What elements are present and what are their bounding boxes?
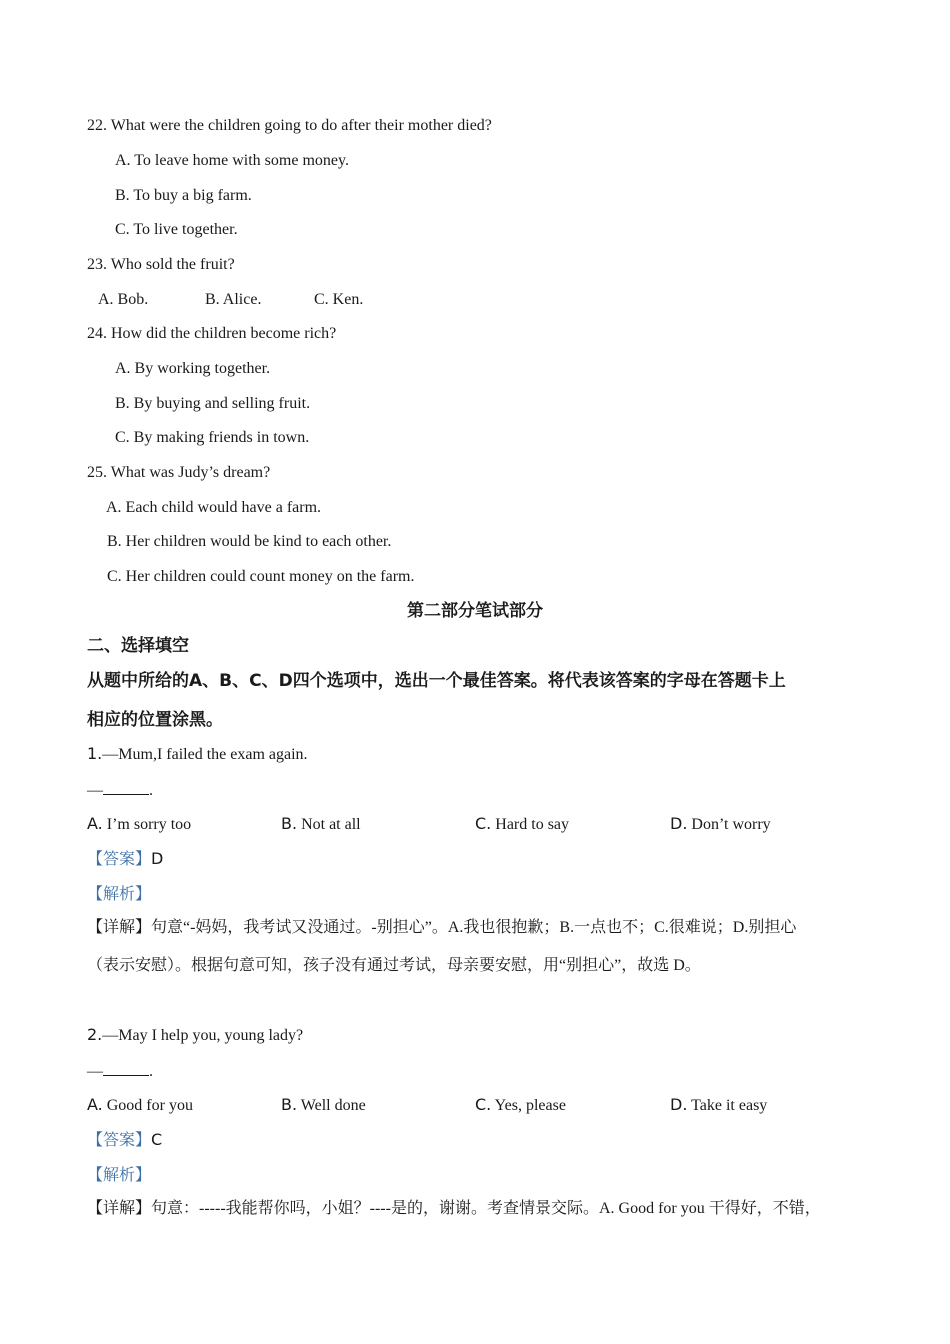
q25-option-a: A. Each child would have a farm. [106, 499, 322, 516]
q25-option-b: B. Her children would be kind to each other. [107, 533, 392, 550]
q2-option-b: B. Well done [281, 1095, 366, 1114]
q1-answer-blank [103, 778, 149, 795]
q2-detail-line-1: 【详解】句意：-----我能帮你吗，小姐？----是的，谢谢。考查情景交际。A. Good for you 干得好，不错， [87, 1200, 821, 1217]
instruction-line-2: 相应的位置涂黑。 [87, 710, 223, 730]
q2-answer-value: C [151, 1130, 163, 1149]
q1-number: 1. [87, 744, 103, 763]
q24-option-b: B. By buying and selling fruit. [115, 395, 311, 412]
q1-prompt-text: —Mum,I failed the exam again. [102, 746, 308, 763]
q1-detail-line-1: 【详解】句意“-妈妈，我考试又没通过。-别担心”。A.我也很抱歉；B.一点也不；C.很难说；D.别担心 [87, 919, 797, 936]
q2-answer-label: 【答案】 [87, 1130, 152, 1149]
part2-title: 第二部分笔试部分 [407, 601, 543, 621]
q2-option-c: C. Yes, please [475, 1095, 566, 1114]
q2-number: 2. [87, 1025, 103, 1044]
q1-reply [87, 778, 153, 802]
q22-option-b: B. To buy a big farm. [115, 187, 252, 204]
q2-answer [87, 1129, 162, 1152]
q2-answer-blank [103, 1059, 149, 1076]
question-24: 24. How did the children become rich? [87, 325, 337, 342]
instruction-line-1: 从题中所给的A、B、C、D四个选项中，选出一个最佳答案。将代表该答案的字母在答题卡上 [87, 671, 786, 691]
q1-options [87, 813, 867, 835]
q1-answer [87, 848, 163, 871]
q1-reply-end: . [149, 782, 153, 799]
q2-analysis-label: 【解析】 [87, 1165, 152, 1184]
q2-option-d: D. Take it easy [670, 1095, 768, 1114]
q23-option-a: A. Bob. [98, 291, 149, 308]
q22-option-a: A. To leave home with some money. [115, 152, 349, 169]
q2-option-a: A. Good for you [87, 1095, 193, 1114]
q23-option-c: C. Ken. [314, 291, 364, 308]
q24-option-c: C. By making friends in town. [115, 429, 310, 446]
question-25: 25. What was Judy’s dream? [87, 464, 271, 481]
q2-options [87, 1094, 867, 1116]
q24-option-a: A. By working together. [115, 360, 271, 377]
question-23: 23. Who sold the fruit? [87, 256, 235, 273]
q1-detail-line-2: （表示安慰）。根据句意可知，孩子没有通过考试，母亲要安慰，用“别担心”，故选 D。 [87, 957, 701, 974]
q1-reply-dash: — [87, 782, 103, 799]
q1-option-a: A. I’m sorry too [87, 814, 192, 833]
q2-reply-dash: — [87, 1063, 103, 1080]
q1-prompt [87, 743, 308, 766]
q1-option-d: D. Don’t worry [670, 814, 771, 833]
q2-prompt-text: —May I help you, young lady? [102, 1027, 304, 1044]
q1-answer-value: D [151, 849, 164, 868]
q2-prompt [87, 1024, 303, 1047]
q2-reply-end: . [149, 1063, 153, 1080]
q1-option-b: B. Not at all [281, 814, 361, 833]
section-heading: 二、选择填空 [87, 636, 189, 656]
q1-option-c: C. Hard to say [475, 814, 570, 833]
question-22: 22. What were the children going to do after their mother died? [87, 117, 492, 134]
q2-reply [87, 1059, 153, 1083]
q1-analysis-label: 【解析】 [87, 884, 152, 903]
q1-answer-label: 【答案】 [87, 849, 152, 868]
q23-option-b: B. Alice. [205, 291, 262, 308]
q22-option-c: C. To live together. [115, 221, 238, 238]
q25-option-c: C. Her children could count money on the farm. [107, 568, 415, 585]
